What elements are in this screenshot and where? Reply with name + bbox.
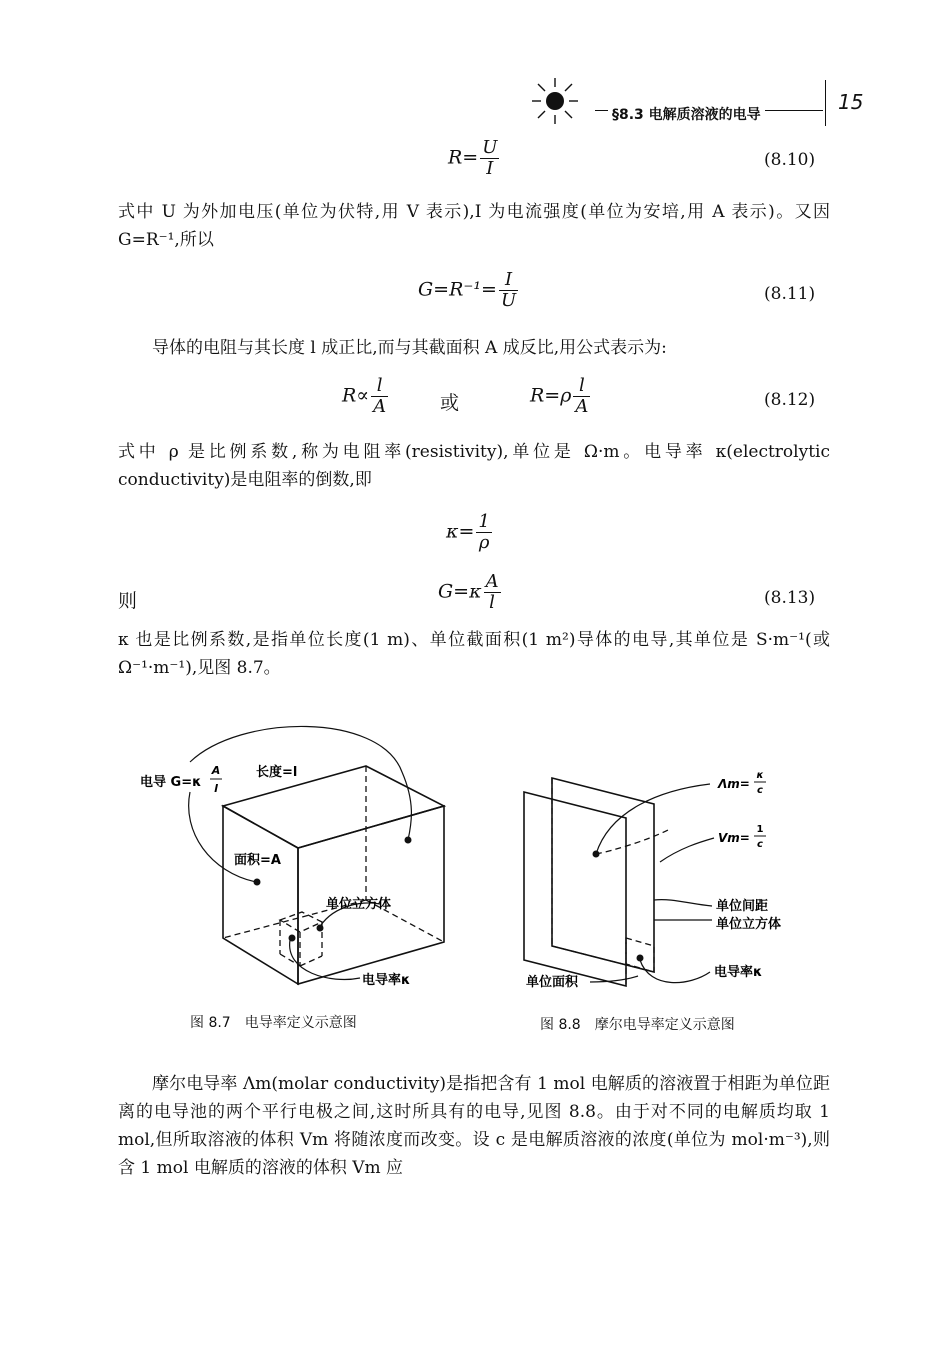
paragraph-4: κ 也是比例系数,是指单位长度(1 m)、单位截面积(1 m²)导体的电导,其单位是 S·m⁻¹(或 Ω⁻¹·m⁻¹),见图 8.7。 [118,630,830,678]
equation-8-12-or: 或 [440,392,460,414]
section-title: §8.3 电解质溶液的电导 [608,104,765,124]
figure-8-8-caption: 图 8.8 摩尔电导率定义示意图 [540,1017,735,1033]
fig88-label-lambda-den: c [757,785,763,796]
paragraph-5: 摩尔电导率 Λm(molar conductivity)是指把含有 1 mol 电解质的溶液置于相距为单位距离的电导池的两个平行电极之间,这时所具有的电导,见图 8.8。由于对不同的电解质均取 1 mol,但所取溶液的体积 Vm 将随浓度而改变。设 c 是电解质溶液的浓度(单位为 mol·m⁻³),则含 1 mol 电解质的溶液的体积 Vm 应 [118,1074,830,1178]
equation-number-8-13: (8.13) [764,588,816,608]
page-number: 15 [838,90,864,114]
equation-8-12-left: R∝ $\frac{l}{A}$ [342,375,387,417]
equation-kappa: κ= $\frac{1}{\rho}$ [446,511,490,553]
equation-8-13: G=κ $\frac{A}{l}$ [438,571,499,613]
fig87-label-unit-cube: 单位立方体 [326,897,392,912]
fig87-label-conductivity: 电导率κ [362,973,411,988]
electrode-front [552,778,654,972]
fig88-label-unit-cube: 单位立方体 [716,917,782,932]
fig88-label-vm: Vm= [718,831,750,845]
equation-8-10: R= $\frac{U}{I}$ [448,137,498,179]
fig88-label-conductivity: 电导率κ [714,965,763,980]
figure-8-7-caption: 图 8.7 电导率定义示意图 [190,1015,357,1031]
equation-8-11: G=R⁻¹= $\frac{I}{U}$ [418,269,517,311]
fig87-label-G-num: A [211,764,221,777]
figure-8-7 [130,722,460,1002]
sun-logo-icon [528,74,582,128]
electrode-back [524,792,626,986]
fig87-label-G: 电导 G=κ [140,775,202,790]
fig88-label-vm-num: 1 [756,824,764,835]
box-left-face [223,806,298,984]
fig88-label-unit-distance: 单位间距 [716,899,769,914]
equation-number-8-10: (8.10) [764,150,816,170]
figure-8-8 [500,750,830,1000]
header-divider [825,80,826,126]
paragraph-2: 导体的电阻与其长度 l 成正比,而与其截面积 A 成反比,用公式表示为: [152,338,667,358]
paragraph-1: 式中 U 为外加电压(单位为伏特,用 V 表示),I 为电流强度(单位为安培,用 A 表示)。又因 G=R⁻¹,所以 [118,202,830,250]
fig87-label-G-den: l [214,782,218,795]
fig87-label-area: 面积=A [234,853,281,868]
paragraph-3: 式中 ρ 是比例系数,称为电阻率(resistivity),单位是 Ω·m。电导率 κ(electrolytic conductivity)是电阻率的倒数,即 [118,442,830,490]
fig87-label-length: 长度=l [256,765,298,780]
equation-8-12-right: R=ρ $\frac{l}{A}$ [530,375,589,417]
fig88-label-lambda-num: κ [756,770,764,781]
equation-8-13-prefix: 则 [118,590,138,612]
fig88-label-unit-area: 单位面积 [526,975,579,990]
equation-number-8-11: (8.11) [764,284,816,304]
equation-number-8-12: (8.12) [764,390,816,410]
fig88-label-lambda: Λm= [718,777,750,791]
fig88-label-vm-den: c [757,839,763,850]
